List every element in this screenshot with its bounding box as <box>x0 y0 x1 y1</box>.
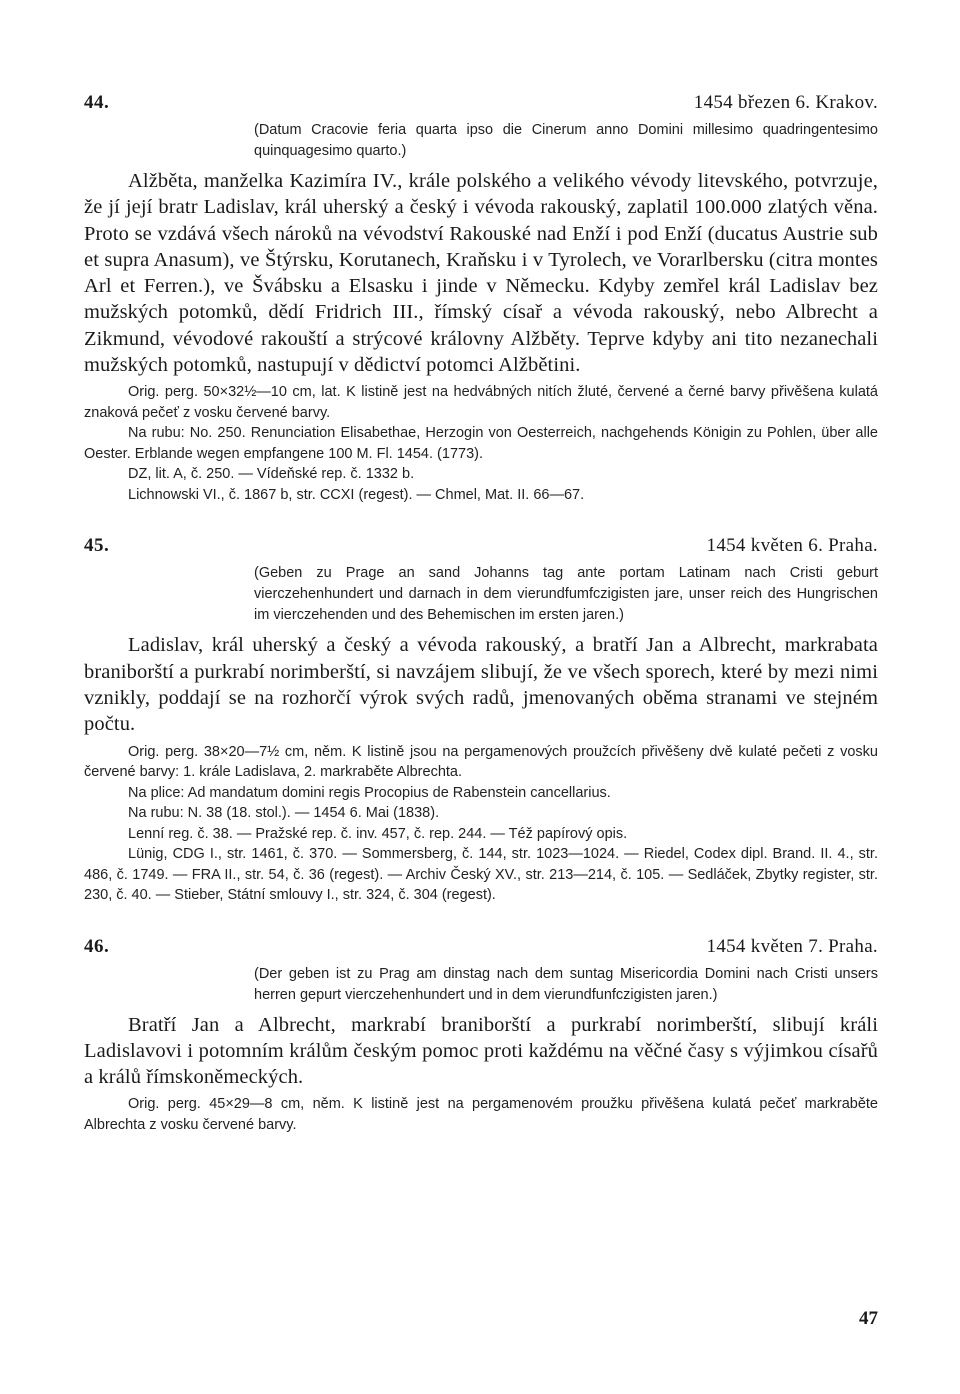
entry-header <box>84 92 878 116</box>
entry-number: 44. <box>84 92 110 113</box>
entry-45 <box>84 535 878 905</box>
note-verso: Na rubu: N. 38 (18. stol.). — 1454 6. Mai (1838). <box>128 805 440 822</box>
note-original: Orig. perg. 45×29—8 cm, něm. K listině jest na pergamenovém proužku přivěšena kulatá pečeť markraběte Albrechta z vosku červené barvy. <box>84 1096 878 1133</box>
entry-header <box>84 535 878 559</box>
dating-clause: (Der geben ist zu Prag am dinstag nach dem suntag Misericordia Domini nach Cristi unsers herren gepurt vierczehenhundert und in dem vierundfunfczigisten jaren.) <box>254 965 878 1003</box>
note-original: Orig. perg. 50×32½—10 cm, lat. K listině jest na hedvábných nitích žluté, červené a černé barvy přivěšena kulatá znaková pečeť z vosku červené barvy. <box>84 384 878 421</box>
note-literature: Lichnowski VI., č. 1867 b, str. CCXI (regest). — Chmel, Mat. II. 66—67. <box>128 486 585 503</box>
page-number: 47 <box>859 1308 878 1329</box>
entry-number: 46. <box>84 935 110 957</box>
dating-clause: (Geben zu Prage an sand Johanns tag ante portam Latinam nach Cristi geburt vierczehenhundert und darnach in dem vierundfumfczigisten jare, unser reich des Hungrischen im vierczehenden und des Behemischen im ersten jaren.) <box>254 565 878 624</box>
document-page <box>84 92 878 1135</box>
note-literature: Lünig, CDG I., str. 1461, č. 370. — Sommersberg, č. 144, str. 1023—1024. — Riedel, Codex dipl. Brand. II. 4., str. 486, č. 1749. — FRA II., str. 54, č. 36 (regest). — Archiv Český XV., str. 213—214, č. 105. — Sedláček, Zbytky register, str. 230, č. 40. — Stieber, Státní smlouvy I., str. 324, č. 304 (regest). <box>84 846 878 904</box>
entry-44 <box>84 92 878 505</box>
archival-notes <box>84 742 878 906</box>
dating-clause: (Datum Cracovie feria quarta ipso die Cinerum anno Domini millesimo quadringentesimo quinquagesimo quarto.) <box>254 122 878 159</box>
regest-text: Alžběta, manželka Kazimíra IV., krále polského a velikého vévody litevského, potvrzuje, že jí její bratr Ladislav, král uherský a český i vévoda rakouský, zaplatil 100.000 zlatých věna. Proto se vzdává všech nároků na vévodství Rakouské nad Enží i pod Enží (ducatus Austrie sub et supra Anasum), ve Štýrsku, Korutanech, Kraňsku i v Tyrolech, ve Vorarlbersku (citra montes Arl et Ferren.), ve Švábsku a Elsasku i jinde v Německu. Kdyby zemřel král Ladislav bez mužských potomků, dědí Fridrich III., římský císař a vévoda rakouský, nebo Albrecht a Zikmund, vévodové rakouští a strýcové královny Alžběty. Teprve kdyby ani tito nezanechali mužských potomků, nastupují v dědictví potomci Alžbětini. <box>84 170 878 377</box>
entry-date-place: 1454 květen 6. Praha. <box>706 535 878 557</box>
note-verso: Na rubu: No. 250. Renunciation Elisabethae, Herzogin von Oesterreich, nachgehends Königin zu Pohlen, über alle Oester. Erblande wegen empfangene 100 M. Fl. 1454. (1773). <box>84 425 878 462</box>
regest-text: Bratří Jan a Albrecht, markrabí braniborští a purkrabí norimberští, slibují králi Ladislavovi i potomním králům českým pomoc proti každému na věčné časy s výjimkou císařů a králů římskoněmeckých. <box>84 1013 878 1089</box>
archival-notes <box>84 382 878 505</box>
note-references: Lenní reg. č. 38. — Pražské rep. č. inv. 457, č. rep. 244. — Též papírový opis. <box>128 825 628 842</box>
note-references: DZ, lit. A, č. 250. — Vídeňské rep. č. 1332 b. <box>128 466 415 483</box>
note-plica: Na plice: Ad mandatum domini regis Procopius de Rabenstein cancellarius. <box>128 784 611 801</box>
entry-number: 45. <box>84 535 110 557</box>
regest-text: Ladislav, král uherský a český a vévoda rakouský, a bratří Jan a Albrecht, markrabata braniborští a purkrabí norimberští, si navzájem slibují, že ve všech sporech, které by mezi nimi vznikly, poddají se na rozhorčí výrok svých radů, jmenovaných oběma stranami ve stejném počtu. <box>84 634 878 736</box>
note-original: Orig. perg. 38×20—7½ cm, něm. K listině jsou na pergamenových proužcích přivěšeny dvě kulaté pečeti z vosku červené barvy: 1. krále Ladislava, 2. markraběte Albrechta. <box>84 743 878 781</box>
entry-header <box>84 936 878 960</box>
entry-date-place: 1454 květen 7. Praha. <box>706 935 878 957</box>
archival-notes <box>84 1094 878 1135</box>
entry-46 <box>84 936 878 1136</box>
entry-date-place: 1454 březen 6. Krakov. <box>693 92 878 113</box>
